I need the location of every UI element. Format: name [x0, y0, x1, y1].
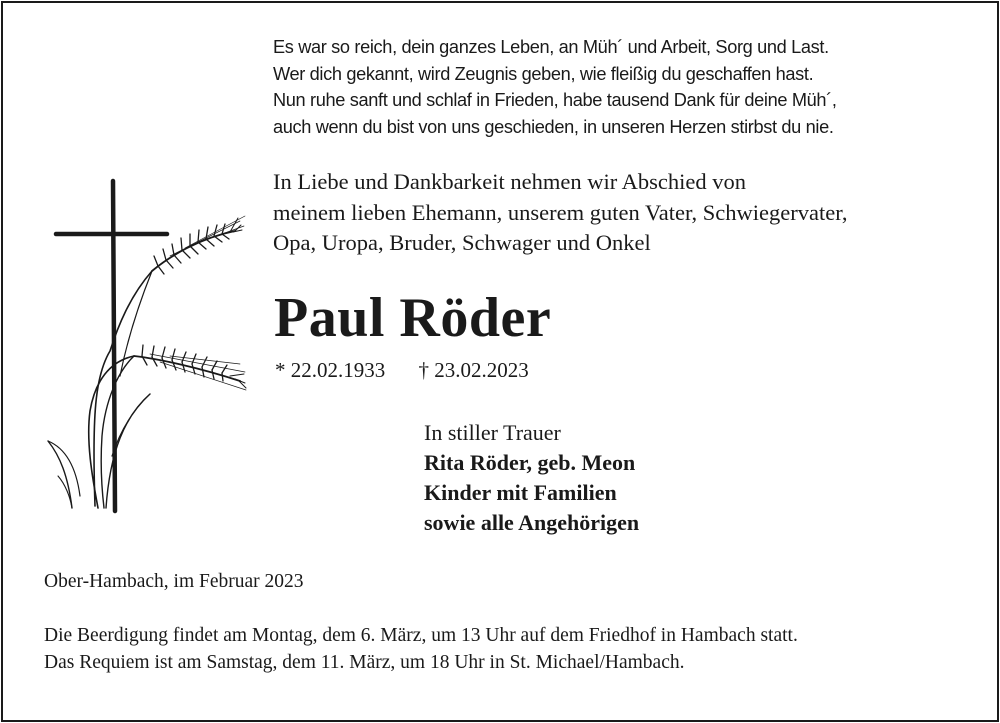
mourners-heading: In stiller Trauer — [424, 420, 561, 445]
poem-line: Nun ruhe sanft und schlaf in Frieden, habe tausend Dank für deine Müh´, — [273, 90, 837, 110]
poem-line: Es war so reich, dein ganzes Leben, an Müh´ und Arbeit, Sorg und Last. — [273, 37, 829, 57]
place-and-date: Ober-Hambach, im Februar 2023 — [44, 571, 304, 592]
funeral-line: Das Requiem ist am Samstag, dem 11. März, um 18 Uhr in St. Michael/Hambach. — [44, 652, 685, 673]
poem-line: auch wenn du bist von uns geschieden, in unseren Herzen stirbst du nie. — [273, 116, 834, 137]
deceased-name: Paul Röder — [274, 287, 552, 349]
intro-line: Opa, Uropa, Bruder, Schwager und Onkel — [273, 230, 651, 255]
mourner-line: sowie alle Angehörigen — [424, 510, 640, 535]
farewell-intro — [273, 167, 973, 259]
funeral-line: Die Beerdigung findet am Montag, dem 6. März, um 13 Uhr auf dem Friedhof in Hambach statt. — [44, 625, 798, 646]
life-dates — [275, 356, 529, 384]
mourners-block — [424, 418, 824, 538]
poem-line: Wer dich gekannt, wird Zeugnis geben, wie fleißig du geschaffen hast. — [273, 63, 814, 84]
birth-date: * 22.02.1933 — [275, 358, 386, 382]
intro-line: meinem lieben Ehemann, unserem guten Vater, Schwiegervater, — [273, 199, 848, 225]
funeral-info — [44, 622, 974, 676]
poem — [273, 34, 973, 140]
cross-with-wheat-icon — [40, 176, 260, 516]
intro-line: In Liebe und Dankbarkeit nehmen wir Abschied von — [273, 169, 746, 194]
mourner-line: Kinder mit Familien — [424, 480, 617, 505]
mourner-line: Rita Röder, geb. Meon — [424, 450, 636, 475]
death-date: † 23.02.2023 — [418, 358, 529, 382]
